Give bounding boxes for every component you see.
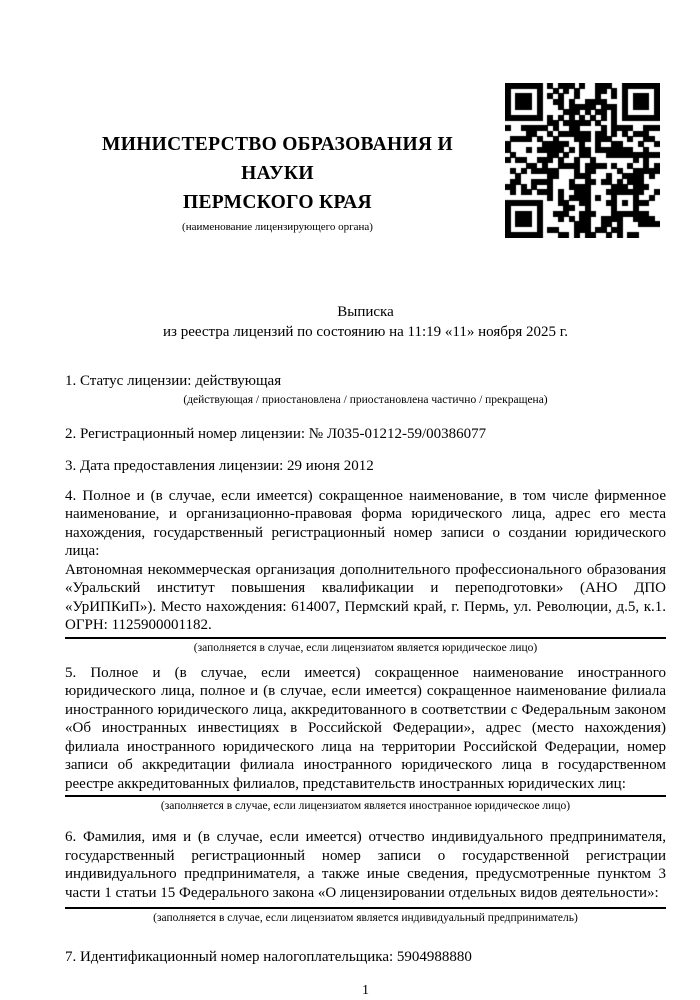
item-individual-entrepreneur bbox=[65, 828, 666, 926]
item-1-caption: (действующая / приостановлена / приостановлена частично / прекращена) bbox=[65, 393, 666, 408]
item-6-text: 6. Фамилия, имя и (в случае, если имеется) отчество индивидуального предпринимателя, государственный регистрационный номер записи о государственной регистрации индивидуального предпринимателя, а также иные сведения, предусмотренные пунктом 3 части 1 статьи 15 Федерального закона «О лицензировании отдельных видов деятельности»: bbox=[65, 828, 666, 902]
fill-line bbox=[65, 795, 666, 797]
item-4-text: 4. Полное и (в случае, если имеется) сокращенное наименование, в том числе фирменное наименование, и организационно-правовая форма юридического лица, адрес его места нахождения, государственный регистрационный номер записи о создании юридического лица: bbox=[65, 487, 666, 561]
item-4-value: Автономная некоммерческая организация дополнительного профессионального образования «Уральский институт повышения квалификации и переподготовки» (АНО ДПО «УрИПКиП»). Место нахождения: 614007, Пермский край, г. Пермь, ул. Революции, д.5, к.1. ОГРН: 1125900001182. bbox=[65, 561, 666, 635]
document-title-line1: Выписка bbox=[65, 302, 666, 322]
item-1-text: 1. Статус лицензии: действующая bbox=[65, 372, 666, 391]
fill-line bbox=[65, 907, 666, 909]
document-title-line2: из реестра лицензий по состоянию на 11:19 «11» ноября 2025 г. bbox=[65, 322, 666, 342]
ministry-name-line2: ПЕРМСКОГО КРАЯ bbox=[65, 188, 490, 217]
document-body bbox=[65, 0, 666, 1000]
item-3-text: 3. Дата предоставления лицензии: 29 июня 2012 bbox=[65, 457, 666, 476]
item-5-caption: (заполняется в случае, если лицензиатом является иностранное юридическое лицо) bbox=[65, 799, 666, 814]
item-license-status bbox=[65, 372, 666, 408]
document-title bbox=[65, 302, 666, 342]
item-taxpayer-number bbox=[65, 948, 666, 967]
item-7-text: 7. Идентификационный номер налогоплательщика: 5904988880 bbox=[65, 948, 666, 967]
page-number: 1 bbox=[65, 982, 666, 1000]
item-2-text: 2. Регистрационный номер лицензии: № Л035-01212-59/00386077 bbox=[65, 425, 666, 444]
item-5-text: 5. Полное и (в случае, если имеется) сокращенное наименование иностранного юридического лица, полное и (в случае, если имеется) сокращенное наименование филиала иностранного юридического лица, аккредитованного в соответствии с Федеральным законом «Об иностранных инвестициях в Российской Федерации», адрес (место нахождения) филиала иностранного юридического лица на территории Российской Федерации, номер записи об аккредитации филиала иностранного юридического лица в государственном реестре аккредитованных филиалов, представительств иностранных юридических лиц: bbox=[65, 664, 666, 794]
item-license-date bbox=[65, 457, 666, 476]
ministry-caption: (наименование лицензирующего органа) bbox=[65, 220, 490, 234]
item-foreign-entity bbox=[65, 664, 666, 815]
item-4-caption: (заполняется в случае, если лицензиатом является юридическое лицо) bbox=[65, 641, 666, 656]
item-registration-number bbox=[65, 425, 666, 444]
item-legal-entity bbox=[65, 487, 666, 656]
fill-line bbox=[65, 637, 666, 639]
item-6-caption: (заполняется в случае, если лицензиатом является индивидуальный предприниматель) bbox=[65, 911, 666, 926]
ministry-name-line1: МИНИСТЕРСТВО ОБРАЗОВАНИЯ И НАУКИ bbox=[65, 130, 490, 188]
